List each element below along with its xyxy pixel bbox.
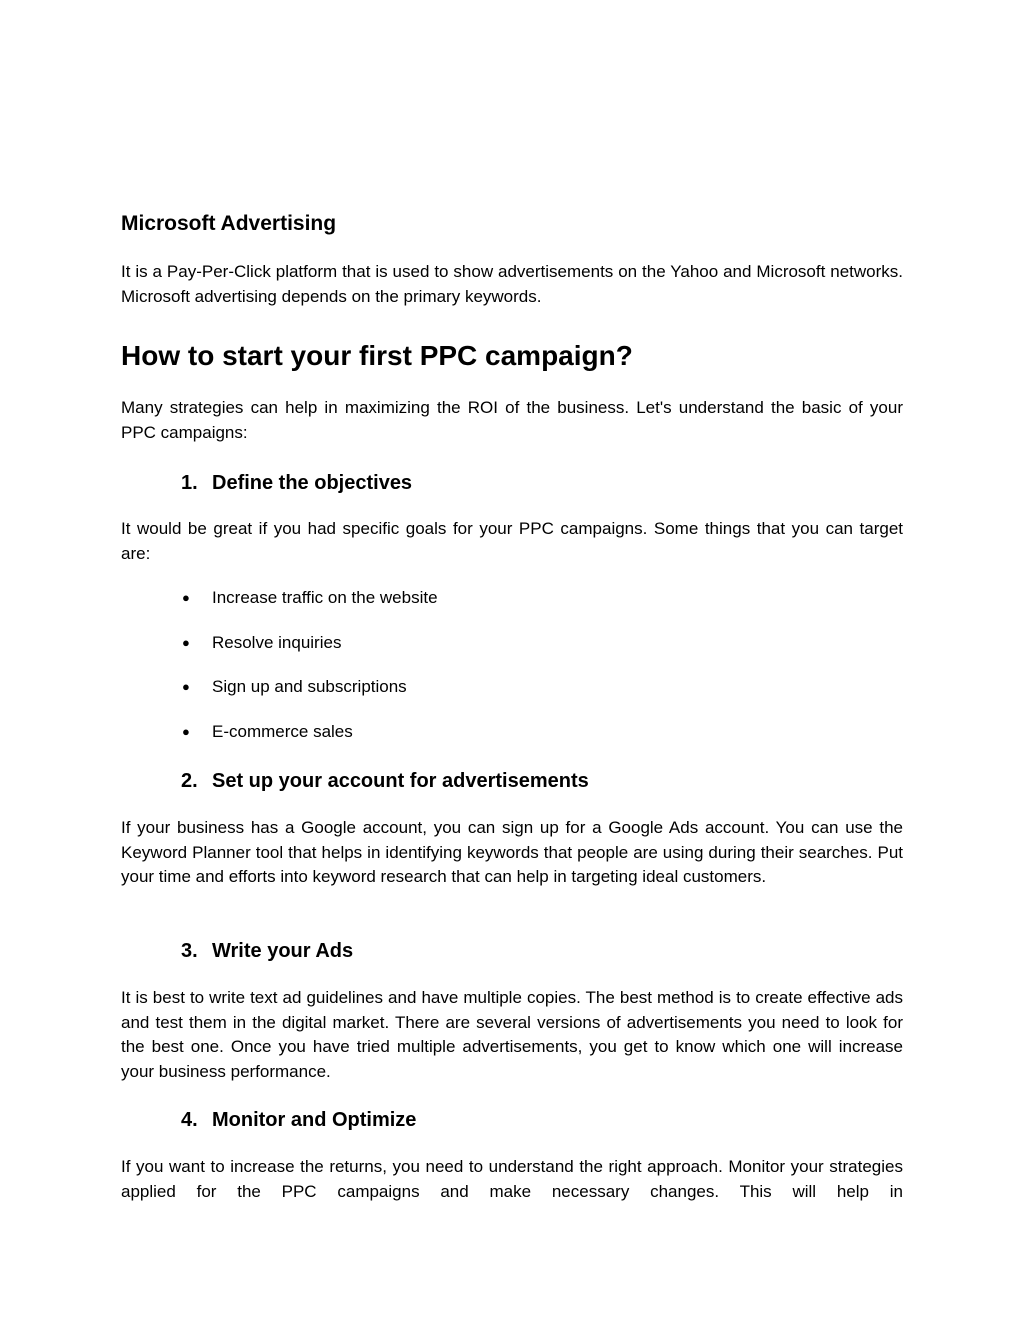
list-item-text: Increase traffic on the website <box>212 588 438 607</box>
list-item <box>181 587 438 609</box>
microsoft-advertising-paragraph: It is a Pay-Per-Click platform that is used to show advertisements on the Yahoo and Microsoft networks. Microsoft advertising depends on the primary keywords. <box>121 262 903 306</box>
step-3-number: 3. <box>181 940 198 962</box>
list-item <box>181 676 407 698</box>
step-2-number: 2. <box>181 770 198 792</box>
step-2-paragraph: If your business has a Google account, you can sign up for a Google Ads account. You can use the Keyword Planner tool that helps in identifying keywords that people are using during their searches. Put your time and efforts into keyword research that can help in targeting ideal customers. <box>121 818 903 886</box>
step-1-heading <box>181 470 412 496</box>
intro-paragraph: Many strategies can help in maximizing the ROI of the business. Let's understand the basic of your PPC campaigns: <box>121 398 903 442</box>
step-4-title: Monitor and Optimize <box>212 1109 417 1131</box>
step-4-number: 4. <box>181 1109 198 1131</box>
list-item-text: Resolve inquiries <box>212 633 342 652</box>
list-item <box>181 632 341 654</box>
step-2-heading <box>181 768 589 794</box>
list-item-text: Sign up and subscriptions <box>212 677 407 696</box>
step-3-heading <box>181 938 353 964</box>
step-1-number: 1. <box>181 472 198 494</box>
step-3-paragraph: It is best to write text ad guidelines and have multiple copies. The best method is to create effective ads and test them in the digital market. There are several versions of advertisements you need to look for the best one. Once you have tried multiple advertisements, you get to know which one will increase your business performance. <box>121 988 903 1081</box>
step-1-title: Define the objectives <box>212 472 413 494</box>
step-4-paragraph: If you want to increase the returns, you need to understand the right approach. Monitor your strategies applied for the PPC campaigns and make necessary changes. This will help in <box>121 1157 903 1201</box>
step-3-title: Write your Ads <box>212 940 354 962</box>
bullet-icon: ● <box>182 679 190 694</box>
list-item-text: E-commerce sales <box>212 722 353 741</box>
step-4-heading <box>181 1107 416 1133</box>
main-heading: How to start your first PPC campaign? <box>121 340 633 371</box>
bullet-icon: ● <box>182 724 190 739</box>
microsoft-advertising-heading: Microsoft Advertising <box>121 212 337 235</box>
bullet-icon: ● <box>182 590 190 605</box>
list-item <box>181 721 353 743</box>
bullet-icon: ● <box>182 635 190 650</box>
step-2-title: Set up your account for advertisements <box>212 770 589 792</box>
step-1-paragraph: It would be great if you had specific goals for your PPC campaigns. Some things that you can target are: <box>121 519 903 563</box>
